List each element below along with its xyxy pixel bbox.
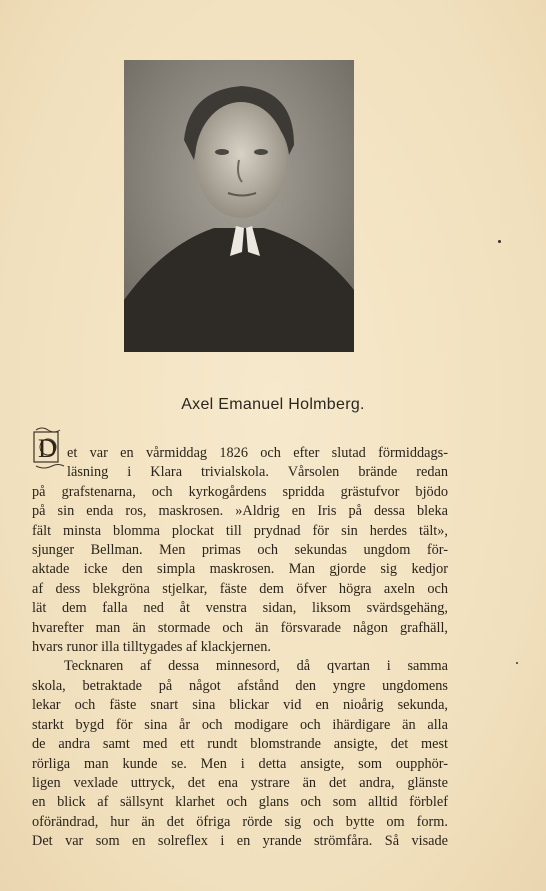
portrait-image [124, 60, 354, 352]
dropcap-letter: D [38, 434, 57, 463]
text-line: skola, betraktade på något afstånd den yngre ungdomens [32, 677, 448, 694]
text-line: fält minsta blomma plockat till prydnad för sin herdes tält», [32, 522, 448, 539]
text-line: lät dem falla ned åt venstra sidan, liksom svärdsgehäng, [32, 600, 448, 617]
text-line: Det var som en solreflex i en yrande strömfåra. Så visade [32, 833, 448, 850]
text-line: de andra samt med ett rundt blomstrande ansigte, det mest [32, 736, 448, 753]
ink-speck [516, 662, 518, 664]
ink-speck [498, 240, 501, 243]
text-line: af dess blekgröna stjelkar, fäste dem öfver högra axeln och [32, 580, 448, 597]
text-line: oförändrad, hur än det öfriga rörde sig och bytte om form. [32, 813, 448, 830]
text-line: hvars runor illa tilltygades af klackjernen. [32, 639, 271, 656]
text-line: aktade icke den simpla maskrosen. Man gjorde sig kedjor [32, 561, 448, 578]
text-line: på grafstenarna, och kyrkogårdens spridda grästufvor bjödo [32, 483, 448, 500]
text-line: Tecknaren af dessa minnesord, då qvartan i samma [64, 658, 448, 675]
text-line: läsning i Klara trivialskola. Vårsolen brände redan [67, 464, 448, 481]
text-line: et var en vårmiddag 1826 och efter slutad förmiddags- [67, 445, 448, 461]
text-line: ligen vexlade uttryck, det ena ystrare än det andra, glänste [32, 774, 448, 791]
text-line: på sin enda ros, maskrosen. »Aldrig en Iris på dessa bleka [32, 503, 448, 520]
text-line: lekar och fäste snart sina blickar vid en nioårig sekunda, [32, 697, 448, 714]
text-line: rörliga man kunde se. Men i detta ansigte, som oupphör- [32, 755, 448, 772]
portrait-caption: Axel Emanuel Holmberg. [181, 396, 365, 413]
text-line: hvarefter man än stormade och än försvarade någon grafhäll, [32, 619, 448, 636]
text-line: starkt bygd för sina år och modigare och ihärdigare än alla [32, 716, 448, 733]
text-line: sjunger Bellman. Men primas och sekundas ungdom för- [32, 542, 448, 559]
text-line: en blick af sällsynt klarhet och glans och som alltid förblef [32, 794, 448, 811]
article-body [32, 444, 448, 852]
